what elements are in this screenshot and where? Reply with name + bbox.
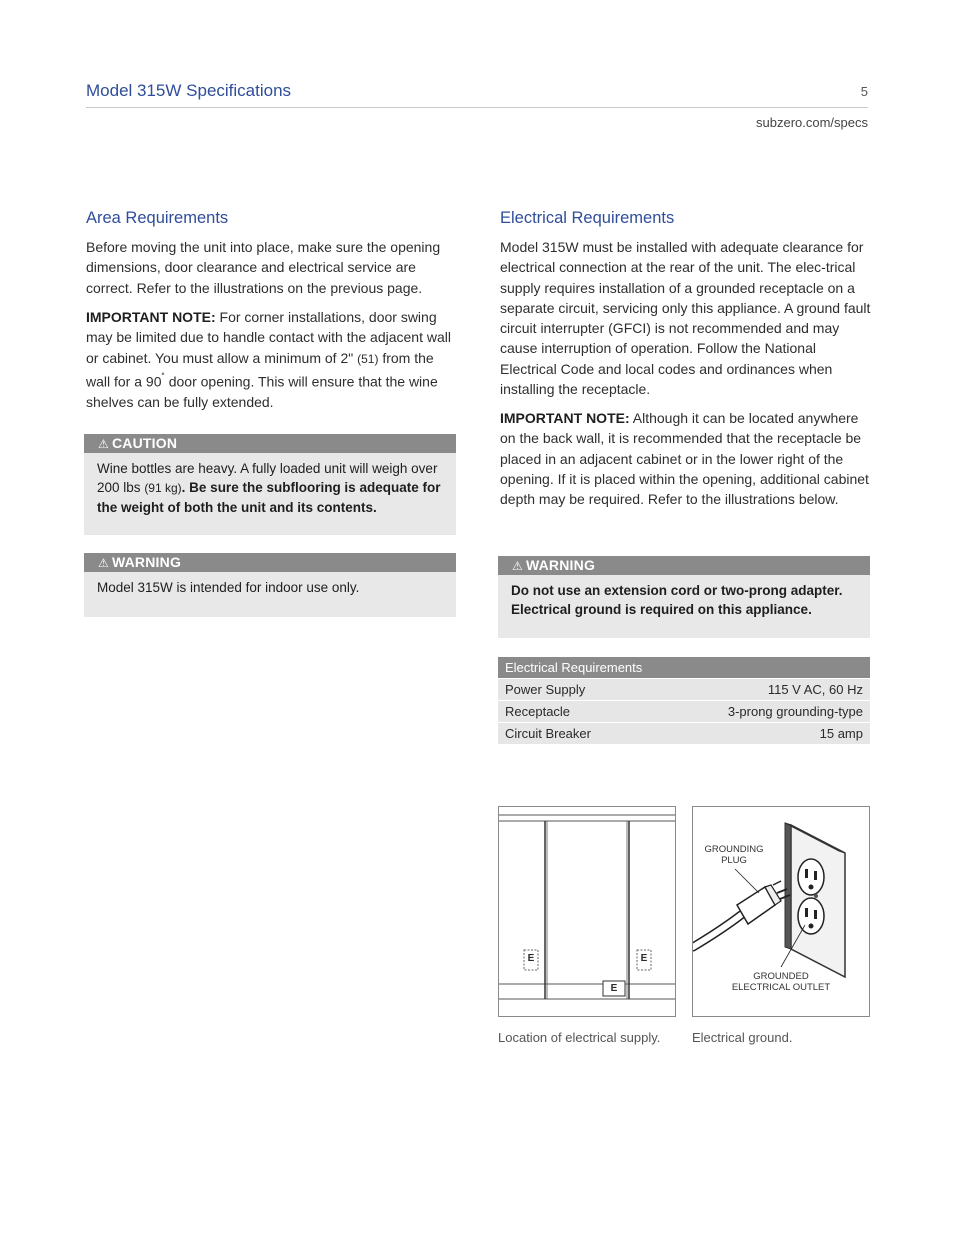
caution-callout (84, 434, 456, 535)
warning-indoor-title-bar (84, 553, 456, 572)
warning-indoor-text: Model 315W is intended for indoor use only. (97, 580, 360, 595)
caution-text (84, 453, 456, 517)
page-title: Model 315W Specifications (86, 81, 292, 100)
caution-text-2: . Be sure the subflooring is adequate for the weight of both the unit and its contents. (97, 480, 441, 515)
electrical-important-note (500, 408, 876, 509)
warning-ground-callout (498, 556, 870, 638)
table-row (498, 701, 870, 723)
electrical-ground-caption: Electrical ground. (692, 1030, 793, 1045)
table-row (498, 723, 870, 745)
electrical-requirements-heading: Electrical Requirements (500, 209, 675, 227)
electrical-spec-table (498, 657, 870, 744)
warning-ground-title-bar (498, 556, 870, 575)
table-row-value: 3-prong grounding-type (647, 701, 870, 723)
supply-location-figure (498, 806, 676, 1017)
area-important-note (86, 307, 458, 412)
area-requirements-heading: Area Requirements (86, 209, 229, 227)
table-header: Electrical Requirements (498, 657, 870, 679)
grounding-plug-label: GROUNDING PLUG (704, 844, 764, 866)
header-divider (86, 107, 868, 108)
site-link[interactable]: subzero.com/specs (756, 115, 868, 130)
area-note-text-2: from the wall for a 90 (86, 349, 434, 390)
caution-title: CAUTION (111, 435, 178, 451)
warning-triangle-icon: ⚠ (98, 556, 109, 570)
supply-marker-left: E (527, 953, 535, 964)
area-note-text-3: door opening. This will ensure that the wine shelves can be fully extended. (86, 373, 438, 410)
important-note-label: IMPORTANT NOTE: (86, 309, 216, 325)
electrical-note-text: Although it can be located anywhere on the back wall, it is recommended that the receptacle be placed in an adjacent cabinet or in the lower right of the opening. If it is placed within the opening, additional cabinet depth may be required. Refer to the illustrations below. (500, 410, 869, 508)
electrical-ground-figure (692, 806, 870, 1017)
warning-triangle-icon: ⚠ (512, 559, 523, 573)
degree-symbol: ˚ (161, 372, 165, 384)
important-note-label: IMPORTANT NOTE: (500, 410, 630, 426)
caution-title-bar (84, 434, 456, 453)
table-row-label: Receptacle (498, 701, 647, 723)
table-row-label: Circuit Breaker (498, 723, 647, 745)
warning-indoor-title: WARNING (111, 554, 182, 570)
grounded-outlet-label: GROUNDED ELECTRICAL OUTLET (731, 971, 831, 993)
area-intro-paragraph: Before moving the unit into place, make sure the opening dimensions, door clearance and electrical service are correct. Refer to the illustrations on the previous page. (86, 239, 441, 296)
table-row-value: 15 amp (647, 723, 870, 745)
supply-marker-right: E (640, 953, 648, 964)
table-row (498, 679, 870, 701)
supply-marker-bottom: E (610, 983, 618, 994)
warning-triangle-icon: ⚠ (98, 437, 109, 451)
supply-location-caption: Location of electrical supply. (498, 1030, 661, 1045)
warning-ground-title: WARNING (525, 557, 596, 573)
warning-ground-text: Do not use an extension cord or two-prong adapter. Electrical ground is required on this appliance. (511, 583, 843, 617)
caution-text-metric: (91 kg) (144, 481, 182, 495)
supply-location-diagram (499, 807, 675, 1016)
caution-text-1: Wine bottles are heavy. A fully loaded unit will weigh over 200 lbs (97, 461, 438, 495)
electrical-intro-paragraph: Model 315W must be installed with adequate clearance for electrical connection at the rear of the unit. The elec-trical supply requires installation of a grounded receptacle on a separate circuit, servicing only this appliance. A ground fault circuit interrupter (GFCI) is not recommended and may cause interruption of operation. Follow the National Electrical Code and local codes and ordinances when installing the receptacle. (500, 239, 871, 398)
area-note-metric: (51) (357, 351, 379, 366)
page-number: 5 (860, 84, 868, 99)
table-header-row (498, 657, 870, 679)
table-row-label: Power Supply (498, 679, 647, 701)
warning-indoor-callout (84, 553, 456, 617)
table-row-value: 115 V AC, 60 Hz (647, 679, 870, 701)
area-note-text-1: For corner installations, door swing may be limited due to handle contact with the adjacent wall or cabinet. You must allow a minimum of 2" (86, 309, 451, 366)
